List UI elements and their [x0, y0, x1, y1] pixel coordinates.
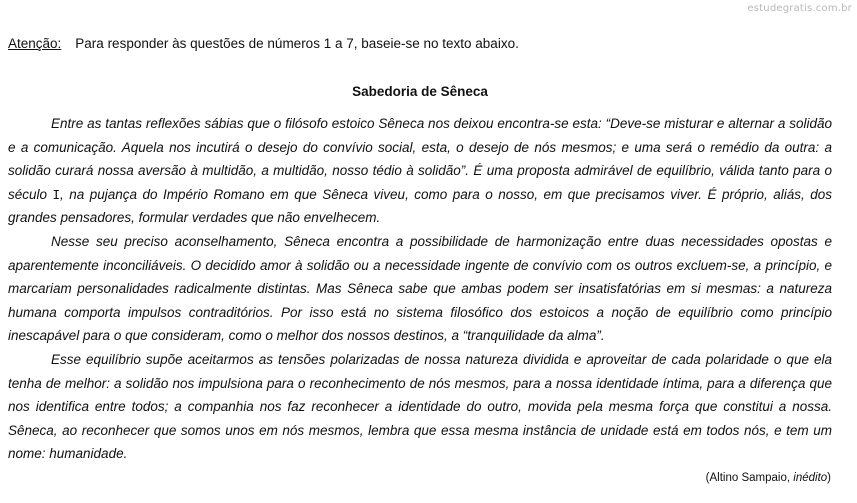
paragraph-2: Nesse seu preciso aconselhamento, Sêneca encontra a possibilidade de harmonização entre duas necessidades opostas e aparentemente inconciliáveis. O decidido amor à solidão ou a necessidade ingente de convívio com os outros excluem-se, a princípio, e marcariam personalidades radicalmente distintas. Mas Sêneca sabe que ambas podem ser insatisfatórias em si mesmas: a natureza humana comporta impulsos contraditórios. Por isso está no sistema filosófico dos estoicos a noção de equilíbrio como princípio inescapável para o que consideram, como o melhor dos nossos destinos, a “tranquilidade da alma”.: [8, 233, 832, 344]
author-name: Altino Sampaio,: [709, 472, 791, 484]
author-close-paren: ): [827, 472, 831, 484]
text-title: Sabedoria de Sêneca: [352, 84, 488, 99]
paragraph-1-part-b: , na pujança do Império Romano em que Sêneca viveu, como para o nosso, em que precisamos viver. É próprio, aliás, dos grandes pensadores, formular verdades que não envelhecem.: [8, 186, 833, 226]
author-open-paren: (: [705, 472, 710, 484]
author-work-status: inédito: [793, 472, 828, 484]
attention-note: [8, 36, 519, 51]
century-numeral: I: [52, 186, 61, 202]
paragraph-3: Esse equilíbrio supõe aceitarmos as tensões polarizadas de nossa natureza dividida e aproveitar de cada polaridade o que ela tenha de melhor: a solidão nos impulsiona para o reconhecimento de nós mesmos, para a nossa identidade íntima, para a diferença que nos identifica entre todos; a companhia nos faz reconhecer a identidade do outro, movida pela mesma força que constitui a nossa. Sêneca, ao reconhecer que somos unos em nós mesmos, lembra que essa mesma instância de unidade está em todos nós, e tem um nome: humanidade.: [8, 351, 832, 462]
author-credit: [706, 472, 831, 484]
paragraph-1-part-a: Entre as tantas reflexões sábias que o filósofo estoico Sêneca nos deixou encontra-se esta: “Deve-se misturar e alternar a solidão e a comunicação. Aquela nos incutirá o desejo do convívio social, esta, o desejo de nós mesmos; e uma será o remédio da outra: a solidão curará nossa aversão à multidão, a multidão, nosso tédio à solidão”. É uma proposta admirável de equilíbrio, válida tanto para o século: [8, 116, 832, 202]
paragraph-1: [8, 112, 832, 230]
attention-text: Para responder às questões de números 1 a 7, baseie-se no texto abaixo.: [75, 36, 519, 51]
attention-label: Atenção:: [8, 36, 62, 51]
text-body: [8, 112, 832, 466]
watermark: estudegratis.com.br: [747, 3, 852, 14]
